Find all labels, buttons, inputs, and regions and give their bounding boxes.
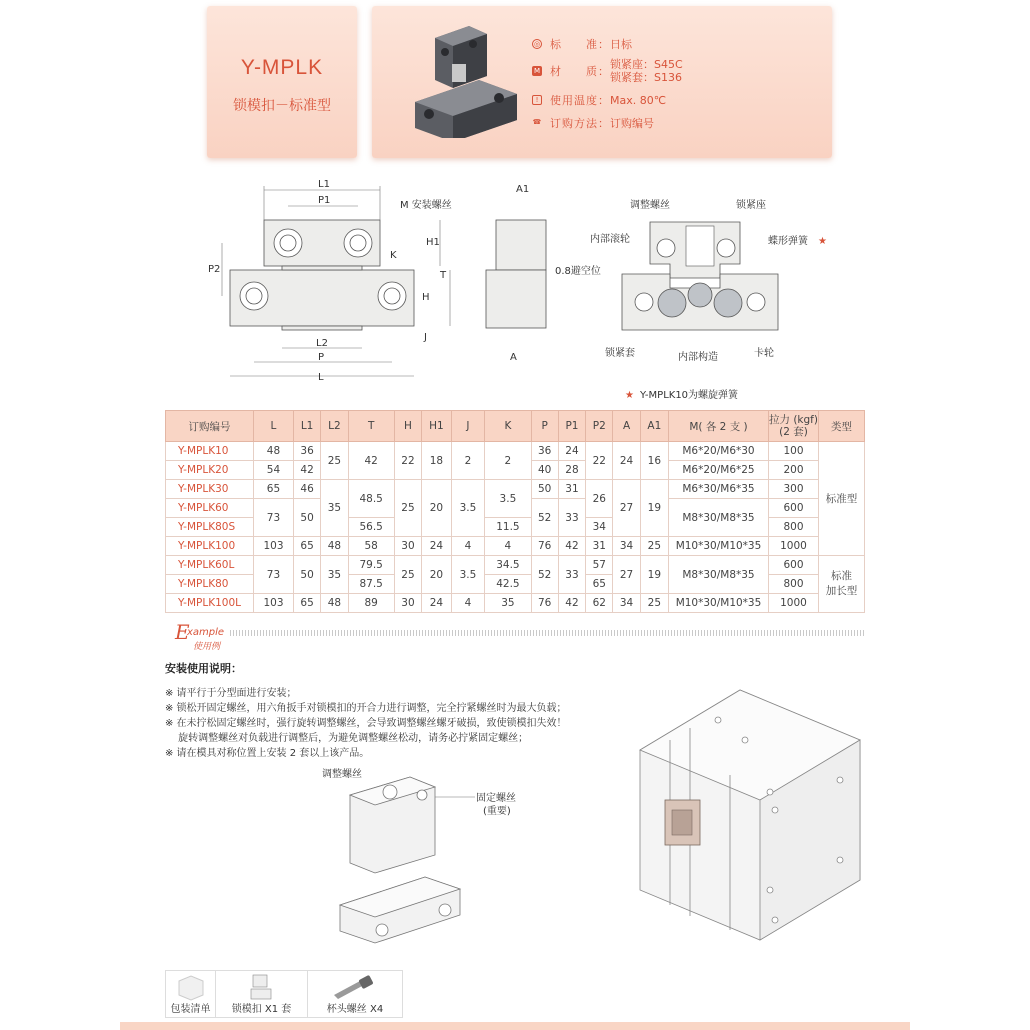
table-row: Y-MPLK60L 73 50 35 79.5 25 20 3.5 34.5 52 33 57 27 19 M8*30/M8*35 600 标准 加长型 <box>166 556 865 575</box>
label-card-wheel: 卡轮 <box>754 348 774 359</box>
instruction-line: ※ 锁松开固定螺丝，用六角扳手对锁模扣的开合力进行调整，完全拧紧螺丝时为最大负载； <box>165 703 567 714</box>
install-illustration <box>310 765 550 965</box>
example-cn: 使用例 <box>193 642 221 652</box>
table-row: Y-MPLK80S 56.5 11.5 34 800 <box>166 518 865 537</box>
spec-label: 标 准： <box>550 38 610 51</box>
phone-icon: ☎ <box>532 118 542 126</box>
col-header: P1 <box>558 411 585 442</box>
table-row: Y-MPLK10 48 36 25 42 22 18 2 2 36 24 22 24 16 M6*20/M6*30 100 标准型 <box>166 442 865 461</box>
spring-note: Y-MPLK10为螺旋弹簧 <box>640 390 739 401</box>
table-row: Y-MPLK60 73 50 52 33 M8*30/M8*35 600 <box>166 499 865 518</box>
label-adjust-screw: 调整螺丝 <box>630 200 670 211</box>
order-code: Y-MPLK100 <box>166 537 254 556</box>
spec-label: 使用温度： <box>550 94 610 107</box>
example-header <box>175 620 865 652</box>
dim-gap: 0.8避空位 <box>555 266 601 277</box>
label-lock-sleeve: 锁紧套 <box>605 348 635 359</box>
star-icon: ★ <box>625 390 634 401</box>
col-header: M( 各 2 支 ) <box>669 411 769 442</box>
example-word: xample <box>187 627 225 638</box>
dim-h1: H1 <box>426 237 440 248</box>
model-code: Y-MPLK <box>240 56 324 79</box>
table-row: Y-MPLK30 65 46 35 48.5 25 20 3.5 3.5 50 31 26 27 19 M6*30/M6*35 300 <box>166 480 865 499</box>
instruction-line: ※ 在未拧松固定螺丝时，强行旋转调整螺丝，会导致调整螺丝螺牙破损，致使锁模扣失效！ <box>165 718 567 729</box>
col-header: H <box>394 411 421 442</box>
dim-m: M 安装螺丝 <box>400 200 452 211</box>
bottom-bar <box>120 1022 910 1030</box>
order-code: Y-MPLK80 <box>166 575 254 594</box>
material-icon: M <box>533 67 541 75</box>
col-header: L2 <box>321 411 348 442</box>
dim-a1: A1 <box>516 184 530 195</box>
col-header: T <box>348 411 394 442</box>
label-inner-roller: 内部滚轮 <box>590 234 630 245</box>
table-row: Y-MPLK20 54 42 40 28 M6*20/M6*25 200 <box>166 461 865 480</box>
col-header: 类型 <box>819 411 865 442</box>
col-header: 订购编号 <box>166 411 254 442</box>
order-code: Y-MPLK60 <box>166 499 254 518</box>
table-row: Y-MPLK80 87.5 42.5 65 800 <box>166 575 865 594</box>
spec-value: 订购编号 <box>610 117 654 130</box>
col-header: 拉力 (kgf) (2 套) <box>769 411 819 442</box>
spec-value: 锁紧套：S136 <box>610 71 682 84</box>
col-header: P <box>531 411 558 442</box>
example-divider <box>230 630 865 636</box>
instructions-title: 安装使用说明： <box>165 662 242 675</box>
table-row: Y-MPLK100 103 65 48 58 30 24 4 4 76 42 31 34 25 M10*30/M10*35 1000 <box>166 537 865 556</box>
dim-j: J <box>424 332 427 343</box>
dim-p1: P1 <box>318 195 331 206</box>
packing-label-cell <box>166 971 216 1017</box>
dim-p: P <box>318 352 325 363</box>
standard-icon: ◎ <box>533 40 541 48</box>
bolt-icon <box>330 973 380 1003</box>
packing-item <box>308 971 402 1017</box>
callout-fix-screw: 固定螺丝 <box>476 793 516 804</box>
order-code: Y-MPLK10 <box>166 442 254 461</box>
mold-lock-part <box>665 800 700 845</box>
col-header: L1 <box>293 411 320 442</box>
title-card <box>207 6 357 158</box>
packing-item <box>216 971 308 1017</box>
spec-value: 锁紧座：S45C <box>610 58 683 71</box>
dim-l: L <box>318 372 324 383</box>
order-code: Y-MPLK20 <box>166 461 254 480</box>
order-code: Y-MPLK100L <box>166 594 254 613</box>
product-image <box>407 18 517 138</box>
example-initial: E <box>175 620 190 644</box>
dim-t: T <box>440 270 447 281</box>
order-code: Y-MPLK30 <box>166 480 254 499</box>
instruction-line: ※ 请平行于分型面进行安装； <box>165 688 297 699</box>
col-header: K <box>485 411 531 442</box>
lock-kit-icon <box>247 973 277 1003</box>
spec-table <box>165 410 865 613</box>
model-name: 锁模扣－标准型 <box>233 98 331 114</box>
instruction-line: ※ 请在模具对称位置上安装 2 套以上该产品。 <box>165 748 370 759</box>
label-inner-structure: 内部构造 <box>678 352 718 363</box>
col-header: P2 <box>586 411 613 442</box>
col-header: A <box>613 411 640 442</box>
dim-l1: L1 <box>318 179 330 190</box>
table-row: Y-MPLK100L 103 65 48 89 30 24 4 35 76 42 62 34 25 M10*30/M10*35 1000 <box>166 594 865 613</box>
technical-drawing <box>200 170 840 410</box>
temperature-icon: ! <box>532 95 542 105</box>
dim-k: K <box>390 250 397 261</box>
spec-value: Max. 80℃ <box>610 93 667 107</box>
dim-l2: L2 <box>316 338 328 349</box>
packing-list <box>165 970 403 1018</box>
order-code: Y-MPLK80S <box>166 518 254 537</box>
spec-standard <box>532 36 632 52</box>
spec-value: 日标 <box>610 38 632 51</box>
spec-card <box>372 6 832 158</box>
spec-label: 订购方法： <box>550 117 610 130</box>
dim-h: H <box>422 292 430 303</box>
packing-item-label: 锁模扣 X1 套 <box>231 1004 292 1015</box>
col-header: H1 <box>422 411 452 442</box>
col-header: J <box>451 411 485 442</box>
callout-adjust-screw: 调整螺丝 <box>322 769 362 780</box>
box-icon <box>171 973 211 1001</box>
label-lock-seat: 锁紧座 <box>736 200 766 211</box>
spec-label: 材 质： <box>550 65 610 78</box>
dim-a: A <box>510 352 517 363</box>
col-header: L <box>254 411 294 442</box>
mold-illustration <box>630 680 870 950</box>
spec-material <box>532 58 683 84</box>
spec-order <box>532 115 654 131</box>
packing-item-label: 杯头螺丝 X4 <box>326 1004 384 1015</box>
col-header: A1 <box>640 411 668 442</box>
packing-label: 包装清单 <box>170 1004 211 1015</box>
order-code: Y-MPLK60L <box>166 556 254 575</box>
spec-temperature <box>532 92 666 108</box>
instruction-line: 旋转调整螺丝对负载进行调整后，为避免调整螺丝松动，请务必拧紧固定螺丝； <box>165 733 529 744</box>
dim-p2: P2 <box>208 264 221 275</box>
callout-important: (重要) <box>483 806 511 817</box>
label-spring: 蝶形弹簧 <box>768 236 808 247</box>
svg-text:★: ★ <box>818 236 827 247</box>
